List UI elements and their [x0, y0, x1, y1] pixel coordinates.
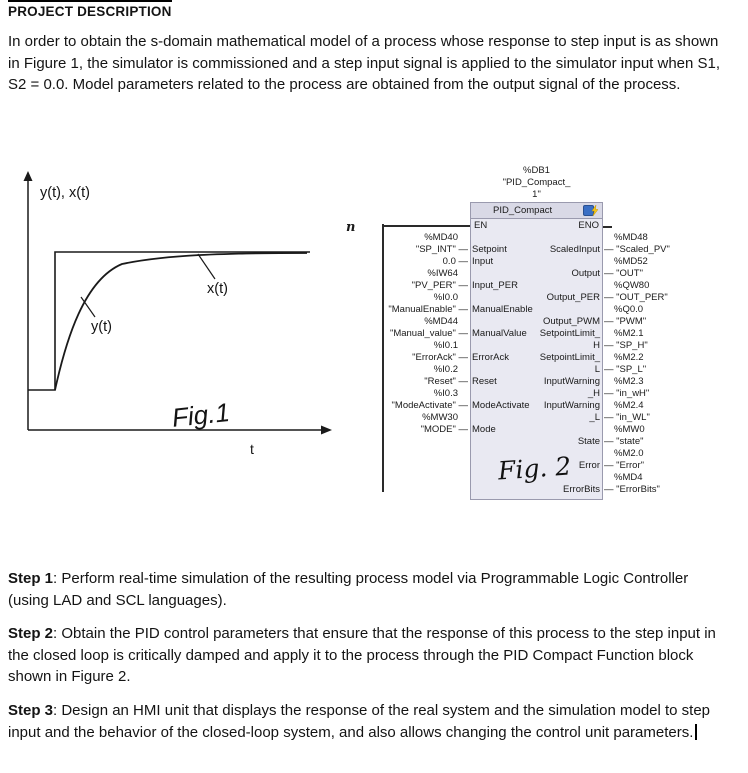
- pin-name: Input: [472, 256, 494, 267]
- operand-name: — "ErrorBits": [604, 484, 660, 495]
- pid-output-line: [490, 364, 745, 376]
- eno-pin-label: ENO: [578, 220, 599, 231]
- db-address: %DB1: [523, 165, 550, 176]
- figure2-pid-compact-block[interactable]: [340, 162, 745, 550]
- instance-header: [470, 165, 603, 201]
- pin-name: ErrorAck: [472, 352, 509, 363]
- en-eno-row: [470, 220, 603, 232]
- operand-name: "SP_INT" —: [415, 244, 468, 255]
- operand-address: %MD44: [424, 316, 458, 327]
- operand-address: %QW80: [614, 280, 650, 291]
- step-2-label: Step 2: [8, 625, 54, 642]
- fig1-input-label: x(t): [207, 281, 228, 297]
- pid-output-line: [490, 436, 745, 448]
- pin-name: H: [593, 340, 600, 351]
- text-cursor: [695, 724, 697, 740]
- pid-output-line: [490, 328, 745, 340]
- operand-name: — "OUT": [604, 268, 643, 279]
- operand-name: "ManualEnable" —: [388, 304, 468, 315]
- intro-paragraph[interactable]: [8, 31, 730, 96]
- operand-name: "PV_PER" —: [411, 280, 468, 291]
- t-axis-arrow-icon: [321, 426, 332, 435]
- pin-name: ModeActivate: [472, 400, 530, 411]
- operand-name: — "state": [604, 436, 644, 447]
- pin-name: Reset: [472, 376, 497, 387]
- pin-name: [490, 280, 602, 292]
- step-1-paragraph[interactable]: [8, 568, 730, 611]
- operand-name: — "PWM": [604, 316, 647, 327]
- operand-address: %M2.4: [614, 400, 644, 411]
- step-2-paragraph[interactable]: [8, 623, 730, 688]
- operand-name: — "in_wH": [604, 388, 650, 399]
- operand-address: %I0.0: [433, 292, 458, 303]
- operand-name: — "SP_H": [604, 340, 648, 351]
- pin-name: Output: [571, 268, 600, 279]
- operand-address: %I0.1: [433, 340, 458, 351]
- y-label-pointer: [81, 297, 95, 317]
- en-wire: [382, 225, 470, 227]
- operand-name: — "Error": [604, 460, 644, 471]
- pin-name: ManualEnable: [472, 304, 533, 315]
- pid-block-icon: [583, 205, 599, 216]
- pid-output-line: [490, 316, 745, 328]
- pid-block-titlebar: [471, 203, 602, 219]
- operand-name: "ModeActivate" —: [391, 400, 468, 411]
- pin-name: Input_PER: [472, 280, 518, 291]
- pid-output-line: [490, 484, 745, 496]
- pin-name: [490, 424, 602, 436]
- fig1-axis-label: y(t), x(t): [40, 185, 90, 201]
- pid-output-line: [490, 256, 745, 268]
- pid-output-line: [490, 424, 745, 436]
- fig1-time-label: t: [250, 441, 254, 457]
- operand-address: %M2.2: [614, 352, 644, 363]
- operand-address: %IW64: [427, 268, 458, 279]
- step-input-curve: [28, 252, 310, 390]
- instance-name-line1: "PID_Compact_: [502, 177, 571, 188]
- fig1-output-label: y(t): [91, 319, 112, 335]
- pin-name: InputWarning: [543, 376, 600, 387]
- operand-address: %MW0: [614, 424, 645, 435]
- operand-address: %M2.1: [614, 328, 644, 339]
- pin-name: _L: [589, 412, 600, 423]
- operand-address: %M2.3: [614, 376, 644, 387]
- pin-name: Mode: [472, 424, 496, 435]
- step-3-paragraph[interactable]: [8, 700, 730, 743]
- pin-name: _H: [587, 388, 600, 399]
- step-1-label: Step 1: [8, 570, 54, 587]
- pid-output-line: [490, 280, 745, 292]
- pin-name: SetpointLimit_: [539, 352, 600, 363]
- pin-name: [490, 232, 602, 244]
- operand-address: %M2.0: [614, 448, 644, 459]
- intro-text: In order to obtain the s-domain mathematical model of a process whose response to step input is as shown in Figure 1, the simulator is commissioned and a step input signal is applied to the simulator input when S1, S2 = 0.0. Model parameters related to the process are obtained from the output signal of the process.: [8, 33, 721, 93]
- pin-name: Setpoint: [472, 244, 507, 255]
- step-3-label: Step 3: [8, 702, 54, 719]
- network-label: n: [346, 220, 356, 235]
- fig1-caption: Fig.1: [170, 396, 232, 433]
- pid-output-line: [490, 400, 745, 412]
- pin-name: Output_PER: [546, 292, 600, 303]
- pin-name: State: [577, 436, 600, 447]
- operand-name: 0.0 —: [442, 256, 468, 267]
- pin-name: ErrorBits: [563, 484, 600, 495]
- operand-address: %MD4: [614, 472, 643, 483]
- pid-output-line: [490, 304, 745, 316]
- operand-name: "MODE" —: [420, 424, 468, 435]
- pin-name: InputWarning: [543, 400, 600, 411]
- eno-wire: [603, 226, 612, 228]
- step-3-text: : Design an HMI unit that displays the response of the real system and the simulation model to step input and the behavior of the closed-loop system, and also allows changing the control unit parameters.: [8, 702, 711, 741]
- pid-output-line: [490, 412, 745, 424]
- operand-address: %Q0.0: [614, 304, 644, 315]
- pid-output-line: [490, 232, 745, 244]
- operand-address: %MD52: [614, 256, 648, 267]
- pin-name: Output_PWM: [542, 316, 600, 327]
- pid-output-line: [490, 376, 745, 388]
- pin-name: ScaledInput: [549, 244, 600, 255]
- instance-name-line2: 1": [532, 189, 541, 200]
- operand-address: %MD40: [424, 232, 458, 243]
- operand-address: %I0.2: [433, 364, 458, 375]
- pin-name: [490, 304, 602, 316]
- pin-name: Error: [578, 460, 600, 471]
- pid-output-line: [490, 244, 745, 256]
- fig2-caption: Fig. 2: [497, 451, 573, 486]
- page-title: PROJECT DESCRIPTION: [8, 0, 172, 19]
- figure1-step-response[interactable]: [10, 168, 342, 468]
- operand-name: — "Scaled_PV": [604, 244, 670, 255]
- en-pin-label: EN: [474, 220, 488, 231]
- pin-name: ManualValue: [472, 328, 527, 339]
- pin-name: SetpointLimit_: [539, 328, 600, 339]
- operand-address: %I0.3: [433, 388, 458, 399]
- pin-name: L: [594, 364, 600, 375]
- pid-output-line: [490, 388, 745, 400]
- pid-block-title: PID_Compact: [493, 205, 553, 216]
- operand-name: — "in_WL": [604, 412, 650, 423]
- y-axis-arrow-icon: [24, 171, 33, 181]
- x-label-pointer: [198, 254, 215, 279]
- operand-address: %MD48: [614, 232, 648, 243]
- operand-name: — "OUT_PER": [604, 292, 668, 303]
- operand-address: %MW30: [422, 412, 458, 423]
- operand-name: — "SP_L": [604, 364, 647, 375]
- pid-output-line: [490, 340, 745, 352]
- pid-output-line: [490, 352, 745, 364]
- operand-name: "ErrorAck" —: [412, 352, 468, 363]
- pin-name: [490, 256, 602, 268]
- operand-name: "Reset" —: [424, 376, 468, 387]
- pid-output-line: [490, 268, 745, 280]
- operand-name: "Manual_value" —: [389, 328, 468, 339]
- step-1-text: : Perform real-time simulation of the resulting process model via Programmable Logic Controller (using LAD and SCL languages).: [8, 570, 689, 609]
- pid-output-line: [490, 292, 745, 304]
- step-2-text: : Obtain the PID control parameters that ensure that the response of this process to the step input in the closed loop is critically damped and apply it to the process through the PID Compact Function block shown in Figure 2.: [8, 625, 716, 685]
